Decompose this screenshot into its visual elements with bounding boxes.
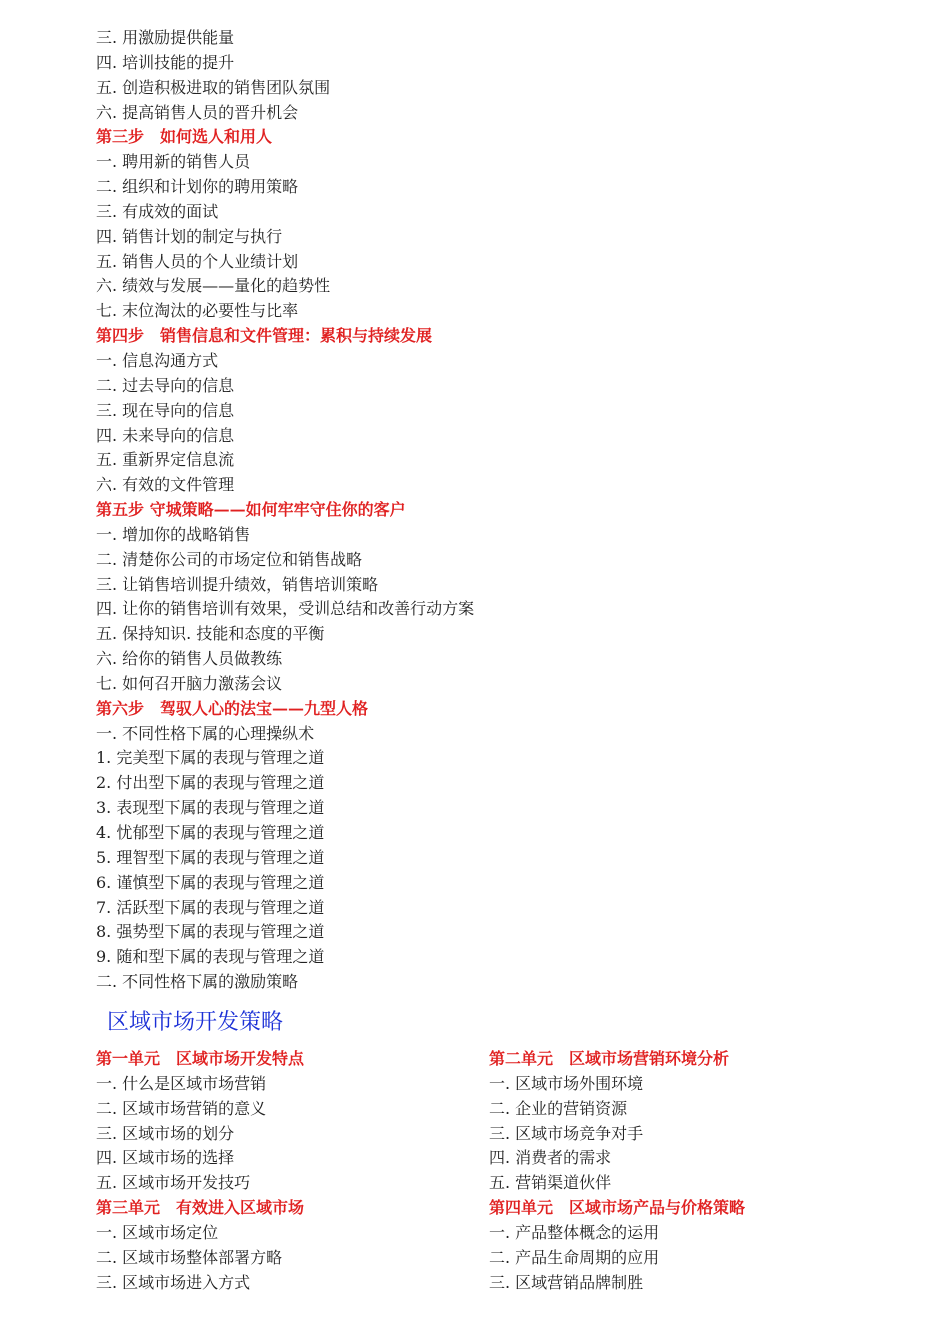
list-item: 三. 区域营销品牌制胜 — [489, 1272, 644, 1292]
list-item: 一. 区域市场定位 — [96, 1222, 219, 1242]
list-item: 二. 清楚你公司的市场定位和销售战略 — [96, 549, 363, 569]
list-item: 2. 付出型下属的表现与管理之道 — [96, 773, 325, 793]
list-item: 6. 谨慎型下属的表现与管理之道 — [96, 872, 325, 892]
list-item: 三. 区域市场竞争对手 — [489, 1123, 644, 1143]
list-item: 四. 消费者的需求 — [489, 1148, 612, 1168]
list-item: 3. 表现型下属的表现与管理之道 — [96, 798, 325, 818]
outline-list — [96, 26, 896, 995]
list-item: 二. 过去导向的信息 — [96, 375, 235, 395]
section-title: 区域市场开发策略 — [107, 1010, 284, 1035]
list-item: 五. 创造积极进取的销售团队氛围 — [96, 77, 331, 97]
section-heading: 第四步 销售信息和文件管理：累积与持续发展 — [96, 326, 433, 346]
list-item: 一. 区域市场外围环境 — [489, 1073, 644, 1093]
list-item: 1. 完美型下属的表现与管理之道 — [96, 748, 325, 768]
section-heading: 第六步 驾驭人心的法宝——九型人格 — [96, 698, 369, 718]
list-item: 二. 产品生命周期的应用 — [489, 1247, 660, 1267]
list-item: 三. 用激励提供能量 — [96, 28, 235, 47]
list-item: 六. 给你的销售人员做教练 — [96, 649, 283, 669]
list-item: 五. 重新界定信息流 — [96, 450, 235, 470]
section-heading: 第五步 守城策略——如何牢牢守住你的客户 — [96, 500, 406, 520]
list-item: 三. 有成效的面试 — [96, 201, 219, 221]
list-item: 二. 区域市场整体部署方略 — [96, 1247, 283, 1267]
section-heading: 第四单元 区域市场产品与价格策略 — [489, 1198, 746, 1218]
list-item: 三. 让销售培训提升绩效，销售培训策略 — [96, 574, 379, 594]
list-item: 二. 组织和计划你的聘用策略 — [96, 177, 299, 197]
list-item: 一. 什么是区域市场营销 — [96, 1073, 267, 1093]
list-item: 一. 信息沟通方式 — [96, 350, 219, 370]
list-item: 三. 现在导向的信息 — [96, 400, 235, 420]
section-heading: 第一单元 区域市场开发特点 — [96, 1049, 305, 1068]
section-heading: 第三步 如何选人和用人 — [96, 127, 273, 147]
list-item: 一. 聘用新的销售人员 — [96, 152, 251, 172]
list-item: 六. 绩效与发展——量化的趋势性 — [96, 276, 331, 296]
list-item: 四. 未来导向的信息 — [96, 425, 235, 445]
list-item: 四. 培训技能的提升 — [96, 52, 235, 72]
list-item: 一. 增加你的战略销售 — [96, 524, 251, 544]
list-item: 四. 区域市场的选择 — [96, 1148, 235, 1168]
list-item: 二. 不同性格下属的激励策略 — [96, 972, 299, 992]
list-item: 七. 如何召开脑力激荡会议 — [96, 673, 283, 693]
list-item: 一. 不同性格下属的心理操纵术 — [96, 723, 315, 743]
list-item: 二. 企业的营销资源 — [489, 1098, 628, 1118]
list-item: 三. 区域市场的划分 — [96, 1123, 235, 1143]
list-item: 五. 销售人员的个人业绩计划 — [96, 251, 299, 271]
left-column — [96, 1047, 536, 1295]
list-item: 三. 区域市场进入方式 — [96, 1272, 251, 1292]
section-heading: 第二单元 区域市场营销环境分析 — [489, 1049, 730, 1068]
list-item: 9. 随和型下属的表现与管理之道 — [96, 947, 325, 967]
list-item: 六. 有效的文件管理 — [96, 475, 235, 495]
list-item: 七. 末位淘汰的必要性与比率 — [96, 301, 299, 321]
list-item: 4. 忧郁型下属的表现与管理之道 — [96, 823, 325, 842]
section-heading: 第三单元 有效进入区域市场 — [96, 1198, 305, 1218]
list-item: 五. 营销渠道伙伴 — [489, 1173, 612, 1193]
list-item: 六. 提高销售人员的晋升机会 — [96, 102, 299, 122]
right-column — [489, 1047, 929, 1295]
list-item: 四. 销售计划的制定与执行 — [96, 226, 283, 246]
list-item: 五. 区域市场开发技巧 — [96, 1173, 251, 1193]
list-item: 8. 强势型下属的表现与管理之道 — [96, 922, 325, 942]
list-item: 五. 保持知识. 技能和态度的平衡 — [96, 624, 325, 644]
list-item: 二. 区域市场营销的意义 — [96, 1098, 267, 1118]
list-item: 7. 活跃型下属的表现与管理之道 — [96, 897, 325, 917]
list-item: 一. 产品整体概念的运用 — [489, 1222, 660, 1242]
list-item: 四. 让你的销售培训有效果，受训总结和改善行动方案 — [96, 599, 475, 619]
list-item: 5. 理智型下属的表现与管理之道 — [96, 847, 325, 867]
